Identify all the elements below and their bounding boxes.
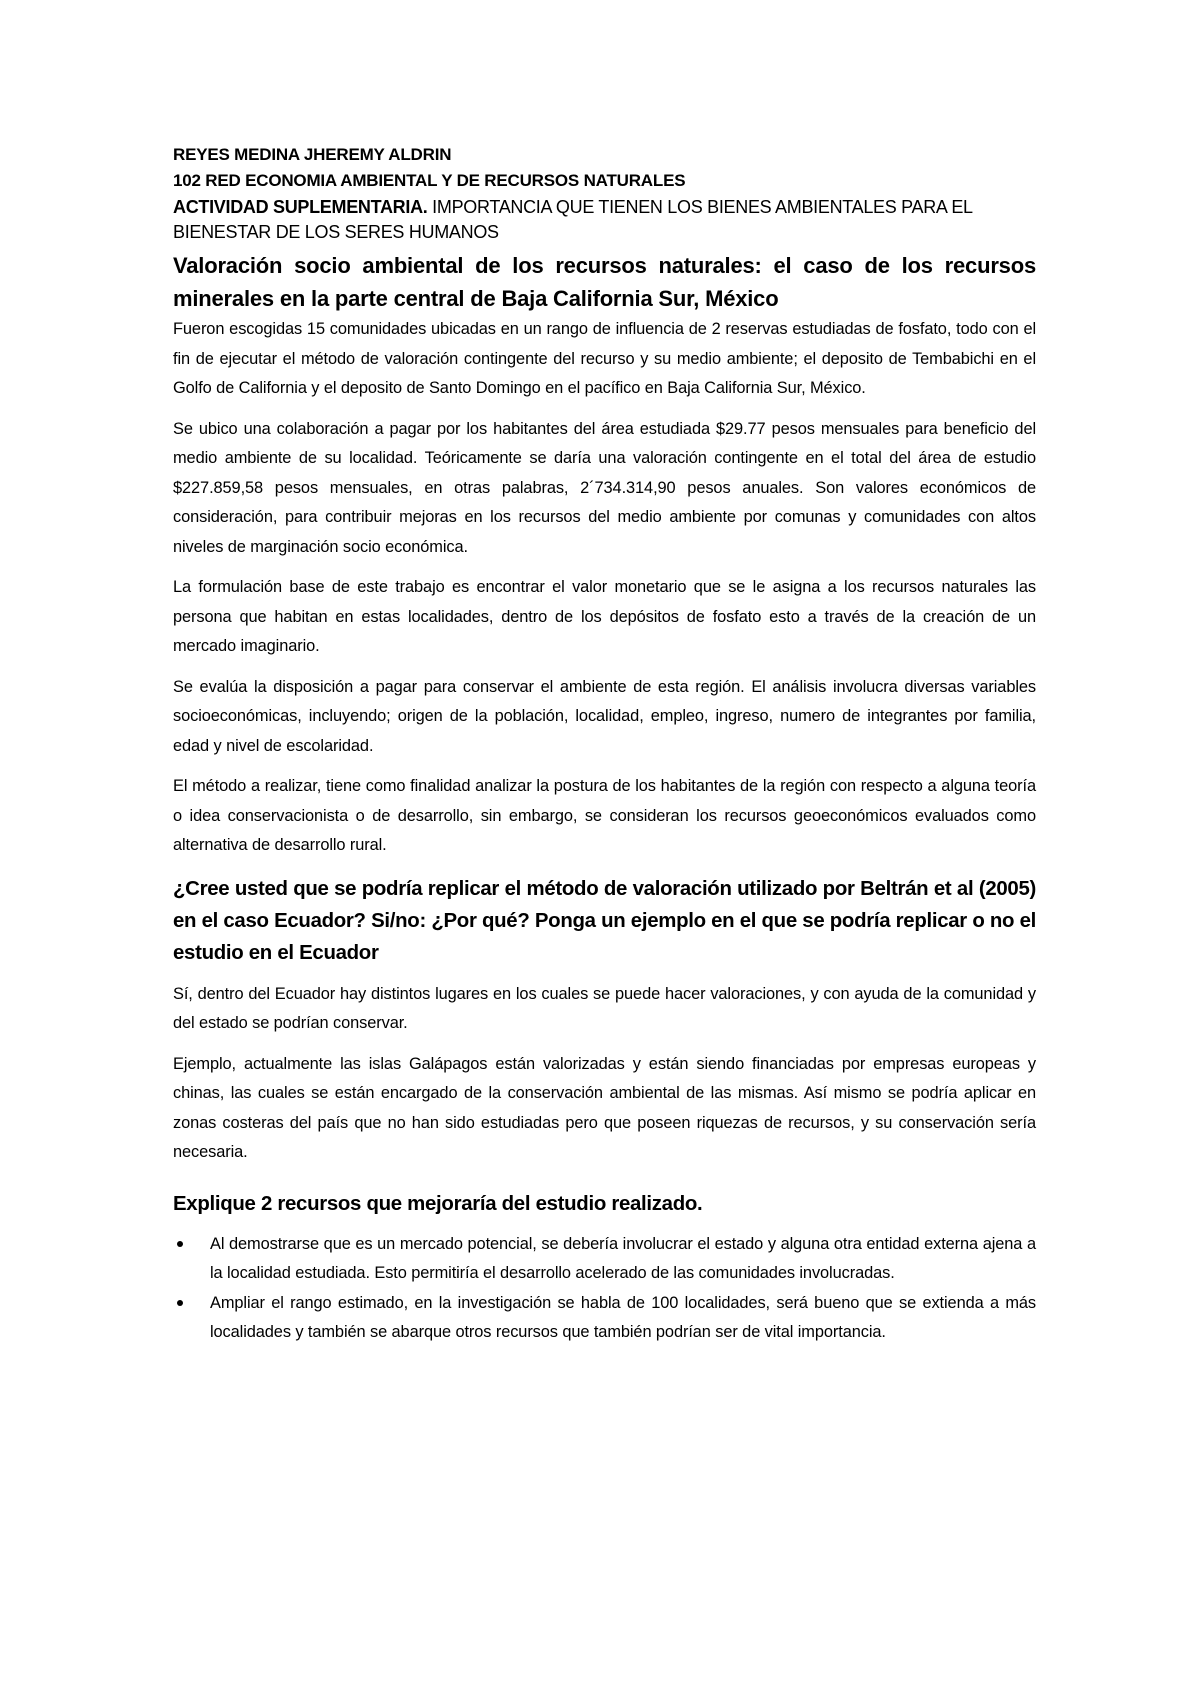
document-title: Valoración socio ambiental de los recursos naturales: el caso de los recursos minerales en la parte central de Baja California Sur, México [173,253,1036,311]
course-name: 102 RED ECONOMIA AMBIENTAL Y DE RECURSOS NATURALES [173,171,686,190]
activity-title: IMPORTANCIA QUE TIENEN LOS BIENES AMBIENTALES PARA EL BIENESTAR DE LOS SERES HUMANOS [173,197,973,242]
paragraph: Se evalúa la disposición a pagar para conservar el ambiente de esta región. El análisis involucra diversas variables socioeconómicas, incluyendo; origen de la población, localidad, empleo, ingreso, numero de integrantes por familia, edad y nivel de escolaridad. [173,677,1036,755]
paragraph: La formulación base de este trabajo es encontrar el valor monetario que se le asigna a los recursos naturales las persona que habitan en estas localidades, dentro de los depósitos de fosfato esto a través de la creación de un mercado imaginario. [173,578,1036,655]
bullet-icon [177,1300,183,1306]
paragraph: Fueron escogidas 15 comunidades ubicadas en un rango de influencia de 2 reservas estudiadas de fosfato, todo con el fin de ejecutar el método de valoración contingente del recurso y su medio ambiente; el deposito de Tembabichi en el Golfo de California y el deposito de Santo Domingo en el pacífico en Baja California Sur, México. [173,320,1036,397]
list-item [210,1230,1036,1289]
answer-paragraph: Ejemplo, actualmente las islas Galápagos están valorizadas y están siendo financiadas por empresas europeas y chinas, las cuales se están encargado de la conservación ambiental de las mismas. Así mismo se podría aplicar en zonas costeras del país que no han sido estudiadas pero que poseen riquezas de recursos, y su conservación sería necesaria. [173,1054,1036,1161]
activity-heading [173,195,1036,245]
activity-label: ACTIVIDAD SUPLEMENTARIA. [173,197,428,217]
list-item-text: Ampliar el rango estimado, en la investigación se habla de 100 localidades, será bueno que se extienda a más localidades y también se abarque otros recursos que también podrían ser de vital importancia. [210,1293,1036,1341]
bullet-list [173,1230,1036,1348]
bullet-icon [177,1241,183,1247]
question-heading: ¿Cree usted que se podría replicar el método de valoración utilizado por Beltrán et al (2005) en el caso Ecuador? Si/no: ¿Por qué? Ponga un ejemplo en el que se podría replicar o no el estudio en el Ecuador [173,877,1036,964]
list-item-text: Al demostrarse que es un mercado potencial, se debería involucrar el estado y alguna otra entidad externa ajena a la localidad estudiada. Esto permitiría el desarrollo acelerado de las comunidades involucradas. [210,1234,1036,1282]
student-name: REYES MEDINA JHEREMY ALDRIN [173,145,452,164]
paragraph: Se ubico una colaboración a pagar por los habitantes del área estudiada $29.77 pesos mensuales para beneficio del medio ambiente de su localidad. Teóricamente se daría una valoración contingente en el total del área de estudio $227.859,58 pesos mensuales, en otras palabras, 2´734.314,90 pesos anuales. Son valores económicos de consideración, para contribuir mejoras en los recursos del medio ambiente por comunas y comunidades con altos niveles de marginación socio económica. [173,419,1036,556]
question-heading: Explique 2 recursos que mejoraría del estudio realizado. [173,1192,703,1215]
list-item [210,1289,1036,1348]
paragraph: El método a realizar, tiene como finalidad analizar la postura de los habitantes de la región con respecto a alguna teoría o idea conservacionista o de desarrollo, sin embargo, se consideran los recursos geoeconómicos evaluados como alternativa de desarrollo rural. [173,777,1036,854]
answer-paragraph: Sí, dentro del Ecuador hay distintos lugares en los cuales se puede hacer valoraciones, y con ayuda de la comunidad y del estado se podrían conservar. [173,984,1036,1032]
